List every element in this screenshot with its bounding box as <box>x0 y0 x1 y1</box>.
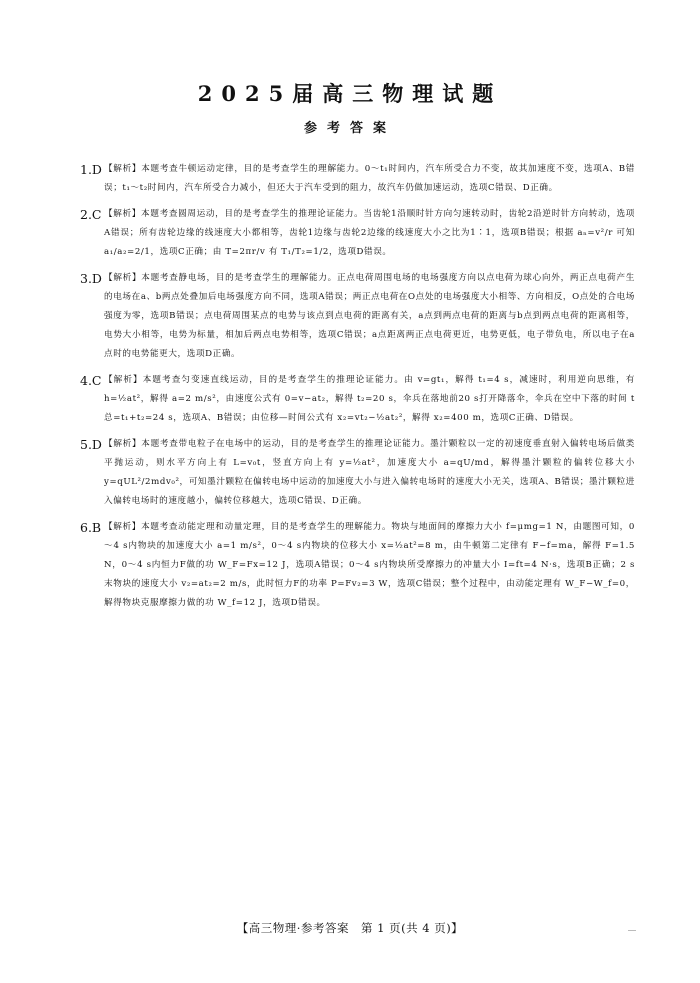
answer-item <box>80 269 635 364</box>
answer-number: 6.B <box>80 520 102 535</box>
answer-number: 3.D <box>80 271 102 286</box>
answer-explanation: 【解析】本题考查牛顿运动定律，目的是考查学生的理解能力。0～t₁时间内，汽车所受合力不变，故其加速度不变，选项A、B错误；t₁～t₂时间内，汽车所受合力减小，但还大于汽车受到的阻力，故汽车仍做加速运动，选项C错误、D正确。 <box>104 164 635 193</box>
corner-mark <box>628 930 636 931</box>
answer-explanation: 【解析】本题考查圆周运动，目的是考查学生的推理论证能力。当齿轮1沿顺时针方向匀速转动时，齿轮2沿逆时针方向转动，选项A错误；所有齿轮边缘的线速度大小都相等，齿轮1边缘与齿轮2边缘的线速度大小之比为1∶1，选项B错误；根据 aₙ=v²/r 可知 a₁/a₂=2/1，选项C正确；由 T=2πr/v 有 T₁/T₂=1/2，选项D错误。 <box>104 209 635 257</box>
answer-number: 1.D <box>80 162 102 177</box>
answer-explanation: 【解析】本题考查动能定理和动量定理，目的是考查学生的理解能力。物块与地面间的摩擦力大小 f=μmg=1 N，由题图可知，0～4 s内物块的加速度大小 a=1 m/s²，0～4 s内物块的位移大小 x=½at²=8 m，由牛顿第二定律有 F−f=ma，解得 F=1.5 N，0～4 s内恒力F做的功 W_F=Fx=12 J，选项A错误；0～4 s内物块所受摩擦力的冲量大小 I=ft=4 N·s，选项B正确；2 s末物块的速度大小 v₂=at₂=2 m/s，此时恒力F的功率 P=Fv₂=3 W，选项C错误；整个过程中，由动能定理有 W_F−W_f=0，解得物块克服摩擦力做的功 W_f=12 J，选项D错误。 <box>104 522 635 608</box>
answer-item <box>80 160 635 198</box>
page-title: 2025届高三物理试题 <box>197 81 503 106</box>
answer-number: 4.C <box>80 373 102 388</box>
answer-explanation: 【解析】本题考查带电粒子在电场中的运动，目的是考查学生的推理论证能力。墨汁颗粒以一定的初速度垂直射入偏转电场后做类平抛运动，则水平方向上有 L=v₀t，竖直方向上有 y=½at²，加速度大小 a=qU/md，解得墨汁颗粒的偏转位移大小 y=qUL²/2mdv₀²，可知墨汁颗粒在偏转电场中运动的加速度大小与进入偏转电场时的速度大小无关，选项A、B错误；墨汁颗粒进入偏转电场时的速度越小，偏转位移越大，选项C错误、D正确。 <box>104 439 635 506</box>
answer-item <box>80 205 635 262</box>
answer-number: 2.C <box>80 207 102 222</box>
page-subtitle: 参考答案 <box>303 121 396 136</box>
answer-item <box>80 435 635 511</box>
answer-item <box>80 371 635 428</box>
answer-explanation: 【解析】本题考查静电场，目的是考查学生的理解能力。正点电荷周围电场的电场强度方向以点电荷为球心向外，两正点电荷产生的电场在a、b两点处叠加后电场强度方向不同，选项A错误；两正点电荷在O点处的电场强度大小相等、方向相反，O点处的合电场强度为零，选项B错误；点电荷周围某点的电势与该点到点电荷的距离有关，a点到两点电荷的距离与b点到两点电荷的距离相等，电势大小相等，电势为标量，相加后两点电势相等，选项C错误；a点距离两正点电荷更近，电势更低，电子带负电，所以电子在a点时的电势能更大，选项D正确。 <box>104 273 635 359</box>
answer-explanation: 【解析】本题考查匀变速直线运动，目的是考查学生的推理论证能力。由 v=gt₁，解得 t₁=4 s，减速时，利用逆向思维，有 h=½at²，解得 a=2 m/s²，由速度公式有 0=v−at₂，解得 t₂=20 s，伞兵在落地前20 s打开降落伞，伞兵在空中下落的时间 t总=t₁+t₂=24 s，选项A、B错误；由位移—时间公式有 x₂=vt₂−½at₂²，解得 x₂=400 m，选项C正确、D错误。 <box>104 375 635 423</box>
answer-list <box>80 160 635 620</box>
answer-item <box>80 518 635 613</box>
page-footer: 【高三物理·参考答案 第 1 页(共 4 页)】 <box>236 921 464 935</box>
answer-number: 5.D <box>80 437 102 452</box>
